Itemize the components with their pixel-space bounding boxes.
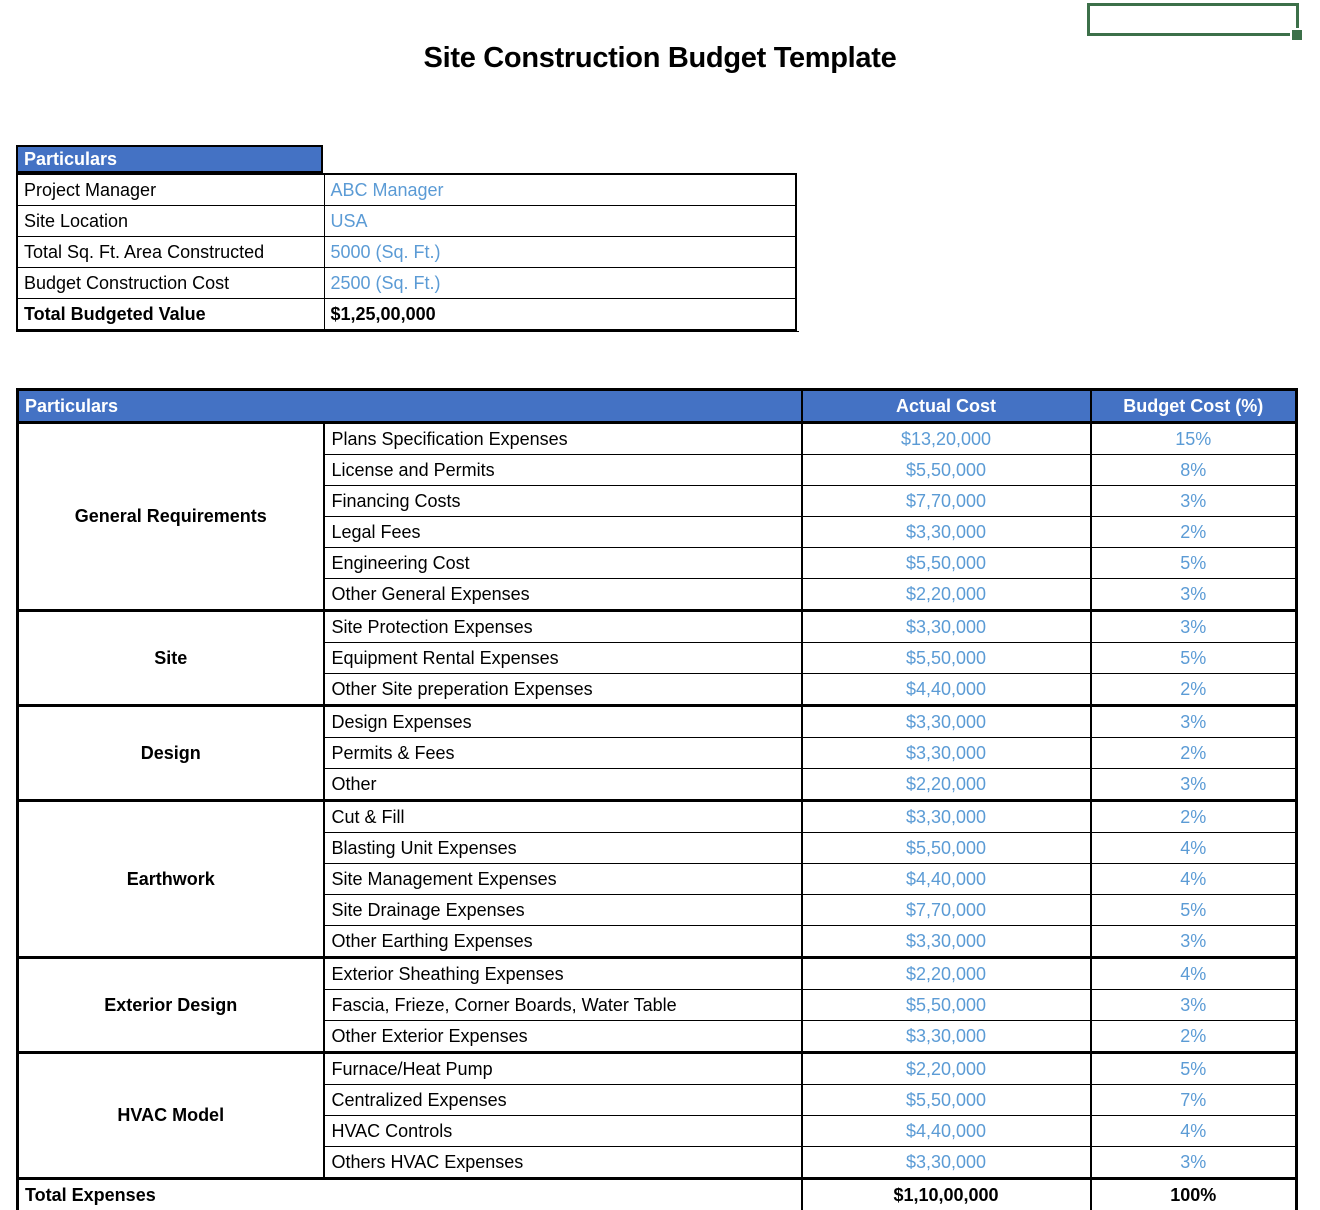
actual-cost-cell[interactable]: $3,30,000 <box>802 1147 1091 1179</box>
budget-pct-cell[interactable]: 2% <box>1091 738 1297 769</box>
expense-item-cell[interactable]: Blasting Unit Expenses <box>324 833 802 864</box>
info-label-cell[interactable]: Project Manager <box>17 174 324 206</box>
expense-item-cell[interactable]: Site Protection Expenses <box>324 611 802 643</box>
table-row <box>18 611 1297 643</box>
expense-item-cell[interactable]: Cut & Fill <box>324 801 802 833</box>
table-row <box>18 958 1297 990</box>
expense-item-cell[interactable]: Furnace/Heat Pump <box>324 1053 802 1085</box>
table-row <box>18 423 1297 455</box>
actual-cost-cell[interactable]: $4,40,000 <box>802 674 1091 706</box>
expense-item-cell[interactable]: Others HVAC Expenses <box>324 1147 802 1179</box>
table-row <box>18 1053 1297 1085</box>
actual-cost-cell[interactable]: $3,30,000 <box>802 1021 1091 1053</box>
actual-cost-cell[interactable]: $5,50,000 <box>802 548 1091 579</box>
expense-item-cell[interactable]: Other <box>324 769 802 801</box>
budget-pct-cell[interactable]: 7% <box>1091 1085 1297 1116</box>
table-header-row <box>18 390 1297 423</box>
budget-pct-cell[interactable]: 15% <box>1091 423 1297 455</box>
actual-cost-cell[interactable]: $4,40,000 <box>802 864 1091 895</box>
budget-pct-cell[interactable]: 8% <box>1091 455 1297 486</box>
budget-pct-cell[interactable]: 3% <box>1091 990 1297 1021</box>
expense-item-cell[interactable]: Site Management Expenses <box>324 864 802 895</box>
table-row <box>18 706 1297 738</box>
table-row-total <box>17 299 796 331</box>
info-table-header[interactable]: Particulars <box>16 145 323 173</box>
selection-fill-handle-icon[interactable] <box>1290 28 1304 42</box>
group-name-cell[interactable]: HVAC Model <box>18 1053 324 1179</box>
group-name-cell[interactable]: Site <box>18 611 324 706</box>
budget-pct-cell[interactable]: 5% <box>1091 895 1297 926</box>
table-row <box>17 268 796 299</box>
actual-cost-cell[interactable]: $3,30,000 <box>802 706 1091 738</box>
actual-cost-cell[interactable]: $3,30,000 <box>802 926 1091 958</box>
actual-cost-cell[interactable]: $3,30,000 <box>802 517 1091 548</box>
actual-cost-cell[interactable]: $5,50,000 <box>802 990 1091 1021</box>
expense-table <box>16 388 1298 1210</box>
budget-pct-cell[interactable]: 3% <box>1091 1147 1297 1179</box>
group-name-cell[interactable]: Earthwork <box>18 801 324 958</box>
expense-item-cell[interactable]: Financing Costs <box>324 486 802 517</box>
budget-pct-cell[interactable]: 4% <box>1091 864 1297 895</box>
total-actual-cost-cell[interactable]: $1,10,00,000 <box>802 1179 1091 1210</box>
info-label-cell[interactable]: Total Sq. Ft. Area Constructed <box>17 237 324 268</box>
actual-cost-cell[interactable]: $4,40,000 <box>802 1116 1091 1147</box>
budget-pct-cell[interactable]: 5% <box>1091 1053 1297 1085</box>
budget-pct-cell[interactable]: 3% <box>1091 611 1297 643</box>
info-value-cell[interactable]: USA <box>324 206 796 237</box>
actual-cost-cell[interactable]: $2,20,000 <box>802 579 1091 611</box>
actual-cost-cell[interactable]: $2,20,000 <box>802 958 1091 990</box>
actual-cost-cell[interactable]: $5,50,000 <box>802 643 1091 674</box>
budget-pct-cell[interactable]: 2% <box>1091 1021 1297 1053</box>
actual-cost-cell[interactable]: $7,70,000 <box>802 895 1091 926</box>
expense-item-cell[interactable]: Design Expenses <box>324 706 802 738</box>
total-budget-pct-cell[interactable]: 100% <box>1091 1179 1297 1210</box>
info-value-cell[interactable]: $1,25,00,000 <box>324 299 796 331</box>
col-header-actual-cost[interactable]: Actual Cost <box>802 390 1091 423</box>
actual-cost-cell[interactable]: $5,50,000 <box>802 455 1091 486</box>
expense-item-cell[interactable]: Permits & Fees <box>324 738 802 769</box>
expense-item-cell[interactable]: Legal Fees <box>324 517 802 548</box>
budget-pct-cell[interactable]: 3% <box>1091 926 1297 958</box>
expense-item-cell[interactable]: Fascia, Frieze, Corner Boards, Water Table <box>324 990 802 1021</box>
project-info-table <box>16 173 797 332</box>
expense-item-cell[interactable]: Centralized Expenses <box>324 1085 802 1116</box>
info-label-cell[interactable]: Site Location <box>17 206 324 237</box>
budget-pct-cell[interactable]: 2% <box>1091 801 1297 833</box>
budget-pct-cell[interactable]: 4% <box>1091 958 1297 990</box>
expense-item-cell[interactable]: License and Permits <box>324 455 802 486</box>
active-cell-selection[interactable] <box>1087 3 1299 36</box>
expense-item-cell[interactable]: Other Earthing Expenses <box>324 926 802 958</box>
actual-cost-cell[interactable]: $5,50,000 <box>802 1085 1091 1116</box>
total-label-cell[interactable]: Total Expenses <box>18 1179 802 1210</box>
expense-item-cell[interactable]: Equipment Rental Expenses <box>324 643 802 674</box>
info-label-cell[interactable]: Budget Construction Cost <box>17 268 324 299</box>
expense-item-cell[interactable]: Other General Expenses <box>324 579 802 611</box>
group-name-cell[interactable]: Exterior Design <box>18 958 324 1053</box>
budget-pct-cell[interactable]: 2% <box>1091 517 1297 548</box>
table-row <box>17 206 796 237</box>
divider-line <box>16 331 799 332</box>
group-name-cell[interactable]: Design <box>18 706 324 801</box>
budget-pct-cell[interactable]: 4% <box>1091 833 1297 864</box>
table-row <box>18 801 1297 833</box>
page-title: Site Construction Budget Template <box>423 42 897 74</box>
expense-item-cell[interactable]: Exterior Sheathing Expenses <box>324 958 802 990</box>
actual-cost-cell[interactable]: $7,70,000 <box>802 486 1091 517</box>
info-value-cell[interactable]: ABC Manager <box>324 174 796 206</box>
budget-pct-cell[interactable]: 3% <box>1091 769 1297 801</box>
budget-pct-cell[interactable]: 3% <box>1091 486 1297 517</box>
col-header-particulars[interactable]: Particulars <box>18 390 802 423</box>
actual-cost-cell[interactable]: $3,30,000 <box>802 611 1091 643</box>
expense-item-cell[interactable]: Site Drainage Expenses <box>324 895 802 926</box>
col-header-budget-cost[interactable]: Budget Cost (%) <box>1091 390 1297 423</box>
info-value-cell[interactable]: 2500 (Sq. Ft.) <box>324 268 796 299</box>
budget-pct-cell[interactable]: 3% <box>1091 579 1297 611</box>
budget-pct-cell[interactable]: 5% <box>1091 643 1297 674</box>
info-label-cell[interactable]: Total Budgeted Value <box>17 299 324 331</box>
budget-pct-cell[interactable]: 3% <box>1091 706 1297 738</box>
actual-cost-cell[interactable]: $3,30,000 <box>802 801 1091 833</box>
budget-pct-cell[interactable]: 5% <box>1091 548 1297 579</box>
table-row <box>17 237 796 268</box>
budget-pct-cell[interactable]: 4% <box>1091 1116 1297 1147</box>
expense-item-cell[interactable]: Other Exterior Expenses <box>324 1021 802 1053</box>
expense-item-cell[interactable]: Other Site preperation Expenses <box>324 674 802 706</box>
group-name-cell[interactable]: General Requirements <box>18 423 324 611</box>
expense-item-cell[interactable]: Engineering Cost <box>324 548 802 579</box>
expense-item-cell[interactable]: HVAC Controls <box>324 1116 802 1147</box>
budget-pct-cell[interactable]: 2% <box>1091 674 1297 706</box>
info-value-cell[interactable]: 5000 (Sq. Ft.) <box>324 237 796 268</box>
actual-cost-cell[interactable]: $5,50,000 <box>802 833 1091 864</box>
table-row <box>17 174 796 206</box>
table-row-total <box>18 1179 1297 1210</box>
actual-cost-cell[interactable]: $3,30,000 <box>802 738 1091 769</box>
expense-item-cell[interactable]: Plans Specification Expenses <box>324 423 802 455</box>
actual-cost-cell[interactable]: $2,20,000 <box>802 769 1091 801</box>
actual-cost-cell[interactable]: $2,20,000 <box>802 1053 1091 1085</box>
actual-cost-cell[interactable]: $13,20,000 <box>802 423 1091 455</box>
